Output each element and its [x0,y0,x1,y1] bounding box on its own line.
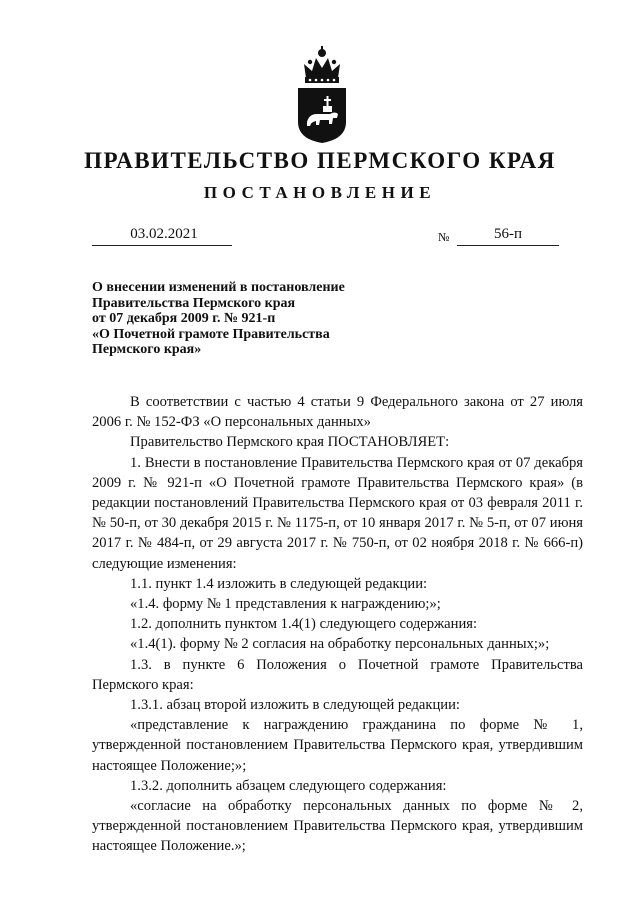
subject-line: «О Почетной грамоте Правительства [92,326,330,342]
body-paragraph: 1.2. дополнить пунктом 1.4(1) следующего содержания: [130,616,478,633]
date-field [92,225,232,246]
number-sign: № [438,230,450,244]
body-paragraph: 1.3.1. абзац второй изложить в следующей редакции: [130,697,460,714]
document-subject [92,280,392,358]
coat-of-arms-icon [296,44,348,144]
subject-line: от 07 декабря 2009 г. № 921-п [92,311,276,326]
body-paragraph: «1.4. форму № 1 представления к награждению;»; [130,596,441,613]
body-paragraph: В соответствии с частью 4 статьи 9 Федерального закона от 27 июля 2006 г. № 152-ФЗ «О персональных данных» [92,394,583,431]
body-paragraph: 1.1. пункт 1.4 изложить в следующей редакции: [130,575,428,592]
subject-line: Правительства Пермского края [92,295,296,311]
number-field [457,225,559,246]
body-paragraph: 1.3.2. дополнить абзацем следующего содержания: [130,777,447,794]
body-paragraph: «1.4(1). форму № 2 согласия на обработку персональных данных;»; [130,636,550,653]
government-title: ПРАВИТЕЛЬСТВО ПЕРМСКОГО КРАЯ [84,148,556,173]
body-paragraph: 1.3. в пункте 6 Положения о Почетной грамоте Правительства Пермского края: [92,656,583,693]
body-paragraph: «представление к награждению гражданина по форме № 1, утвержденной постановлением Правительства Пермского края, утвердившим настоящее Положение;»; [92,717,583,774]
document-number: 56-п [493,226,523,242]
subject-line: Пермского края» [92,342,202,357]
body-paragraph: «согласие на обработку персональных данных по форме № 2, утвержденной постановлением Правительства Пермского края, утвердившим настоящее Положение.»; [92,798,583,855]
document-date: 03.02.2021 [130,226,198,242]
document-body [92,392,583,857]
document-type: ПОСТАНОВЛЕНИЕ [203,183,437,202]
body-paragraph: 1. Внести в постановление Правительства Пермского края от 07 декабря 2009 г. № 921-п «О Почетной грамоте Правительства Пермского края» (в редакции постановлений Правительства Пермского края от 03 февраля 2011 г. № 50-п, от 30 декабря 2015 г. № 1175-п, от 10 января 2017 г. № 5-п, от 07 июня 2017 г. № 484-п, от 29 августа 2017 г. № 750-п, от 02 ноября 2018 г. № 666-п) следующие изменения: [92,454,583,572]
subject-line: О внесении изменений в постановление [92,280,345,295]
body-paragraph: Правительство Пермского края ПОСТАНОВЛЯЕТ: [130,434,450,451]
